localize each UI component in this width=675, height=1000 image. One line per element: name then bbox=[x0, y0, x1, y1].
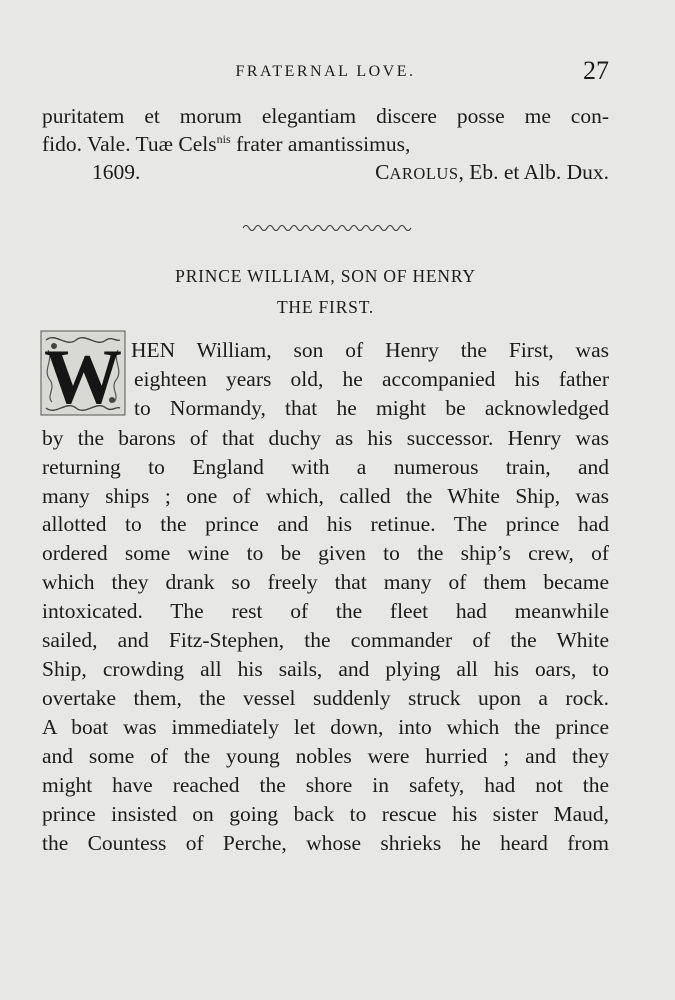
dropcap-line-1: HEN William, son of Henry the First, was bbox=[131, 338, 609, 362]
body-line-14: prince insisted on going back to rescue his sister Maud, bbox=[42, 802, 609, 826]
dropcap-line-2: eighteen years old, he accompanied his father bbox=[134, 367, 609, 391]
body-line-4: allotted to the prince and his retinue. The prince had bbox=[42, 512, 609, 536]
letter-line-2-text: fido. Vale. Tuæ Cels bbox=[42, 132, 217, 156]
body-line-1: by the barons of that duchy as his successor. Henry was bbox=[42, 426, 609, 450]
body-line-5: ordered some wine to be given to the ship’s crew, of bbox=[42, 541, 609, 565]
section-heading-line-2: THE FIRST. bbox=[276, 297, 375, 317]
body-line-3: many ships ; one of which, called the White Ship, was bbox=[42, 484, 609, 508]
body-line-13: might have reached the shore in safety, had not the bbox=[42, 773, 609, 797]
signature-rest: , Eb. et Alb. Dux. bbox=[458, 160, 609, 184]
letter-line-2 bbox=[42, 132, 609, 157]
letter-year: 1609. bbox=[92, 160, 141, 184]
body-line-9: Ship, crowding all his sails, and plying all his oars, to bbox=[42, 657, 609, 681]
body-line-10: overtake them, the vessel suddenly struck upon a rock. bbox=[42, 686, 609, 710]
body-line-12: and some of the young nobles were hurried ; and they bbox=[42, 744, 609, 768]
signature-initial: C bbox=[375, 160, 390, 184]
letter-line-2-end: frater amantissimus, bbox=[230, 132, 411, 156]
letter-line-1: puritatem et morum elegantiam discere posse me con- bbox=[42, 104, 609, 128]
running-title: FRATERNAL LOVE. bbox=[235, 63, 416, 80]
body-line-11: A boat was immediately let down, into which the prince bbox=[42, 715, 609, 739]
body-line-2: returning to England with a numerous train, and bbox=[42, 455, 609, 479]
body-line-15: the Countess of Perche, whose shrieks he heard from bbox=[42, 831, 609, 855]
page-number: 27 bbox=[583, 56, 609, 85]
dropcap-letter: W bbox=[44, 333, 122, 416]
decorated-initial bbox=[40, 330, 126, 416]
page-header bbox=[42, 56, 609, 88]
body-line-8: sailed, and Fitz-Stephen, the commander of the White bbox=[42, 628, 609, 652]
dropcap-line-3: to Normandy, that he might be acknowledged bbox=[134, 396, 609, 420]
section-heading-line-1: PRINCE WILLIAM, SON OF HENRY bbox=[175, 266, 476, 286]
body-line-7: intoxicated. The rest of the fleet had meanwhile bbox=[42, 599, 609, 623]
body-line-6: which they drank so freely that many of them became bbox=[42, 570, 609, 594]
wavy-divider-ornament bbox=[243, 222, 413, 234]
signature-smallcaps: AROLUS bbox=[389, 164, 459, 183]
letter-signature bbox=[375, 160, 609, 185]
superscript-abbrev: nis bbox=[216, 132, 231, 146]
